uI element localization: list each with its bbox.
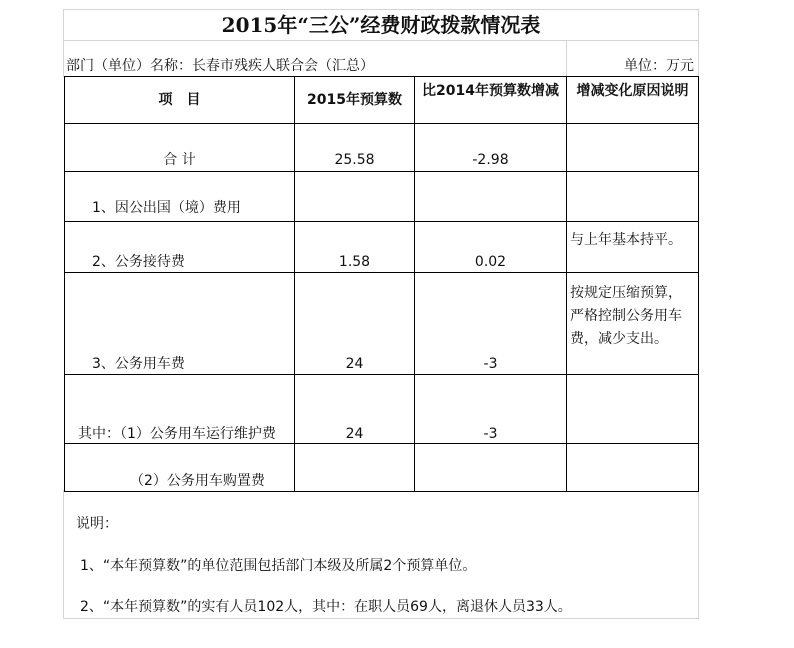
header-budget-2015: 2015年预算数 — [307, 92, 402, 108]
row-vehicle-maintenance-change: -3 — [483, 426, 498, 442]
header-reason: 增减变化原因说明 — [576, 83, 689, 99]
row-total-item: 合 计 — [163, 152, 196, 168]
row-overseas-item: 1、因公出国（境）费用 — [92, 200, 241, 216]
row-reception-change: 0.02 — [474, 254, 507, 270]
row-vehicle-item: 3、公务用车费 — [92, 356, 185, 372]
table-border — [64, 443, 699, 444]
table-border — [64, 76, 65, 492]
table-border — [698, 76, 699, 492]
grid-line — [63, 40, 699, 41]
unit-label: 单位：万元 — [624, 58, 694, 74]
note-item: 2、“本年预算数”的实有人员102人，其中：在职人员69人，离退休人员33人。 — [80, 599, 572, 615]
department-label: 部门（单位）名称：长春市残疾人联合会（汇总） — [66, 58, 374, 74]
note-item: 1、“本年预算数”的单位范围包括部门本级及所属2个预算单位。 — [80, 558, 477, 574]
table-border — [64, 76, 699, 77]
header-change-vs-2014: 比2014年预算数增减 — [422, 83, 559, 99]
table-border — [64, 171, 699, 172]
grid-line — [698, 9, 699, 40]
notes-label: 说明： — [76, 516, 118, 532]
row-vehicle-change: -3 — [483, 356, 498, 372]
row-total-budget: 25.58 — [334, 152, 375, 168]
grid-line — [698, 40, 699, 77]
grid-line — [63, 40, 64, 77]
table-border — [64, 491, 699, 492]
row-vehicle-maintenance-item: 其中：（1）公务用车运行维护费 — [78, 426, 276, 442]
header-item: 项 目 — [158, 92, 201, 108]
grid-line — [63, 618, 699, 619]
row-reception-reason: 与上年基本持平。 — [570, 232, 682, 248]
grid-line — [63, 490, 64, 619]
row-vehicle-budget: 24 — [345, 356, 364, 372]
row-reception-budget: 1.58 — [338, 254, 371, 270]
row-vehicle-reason: 按规定压缩预算，严格控制公务用车费，减少支出。 — [570, 285, 682, 347]
table-border — [64, 272, 699, 273]
row-reception-item: 2、公务接待费 — [92, 254, 185, 270]
table-border — [64, 123, 699, 124]
grid-line — [698, 490, 699, 619]
grid-line — [566, 40, 567, 77]
row-vehicle-purchase-item: （2）公务用车购置费 — [130, 473, 265, 489]
grid-line — [63, 9, 699, 10]
row-vehicle-maintenance-budget: 24 — [345, 426, 364, 442]
table-border — [566, 76, 567, 492]
table-border — [64, 221, 699, 222]
row-total-change: -2.98 — [472, 152, 509, 168]
table-border — [64, 374, 699, 375]
page-title: 2015年“三公”经费财政拨款情况表 — [221, 13, 541, 37]
